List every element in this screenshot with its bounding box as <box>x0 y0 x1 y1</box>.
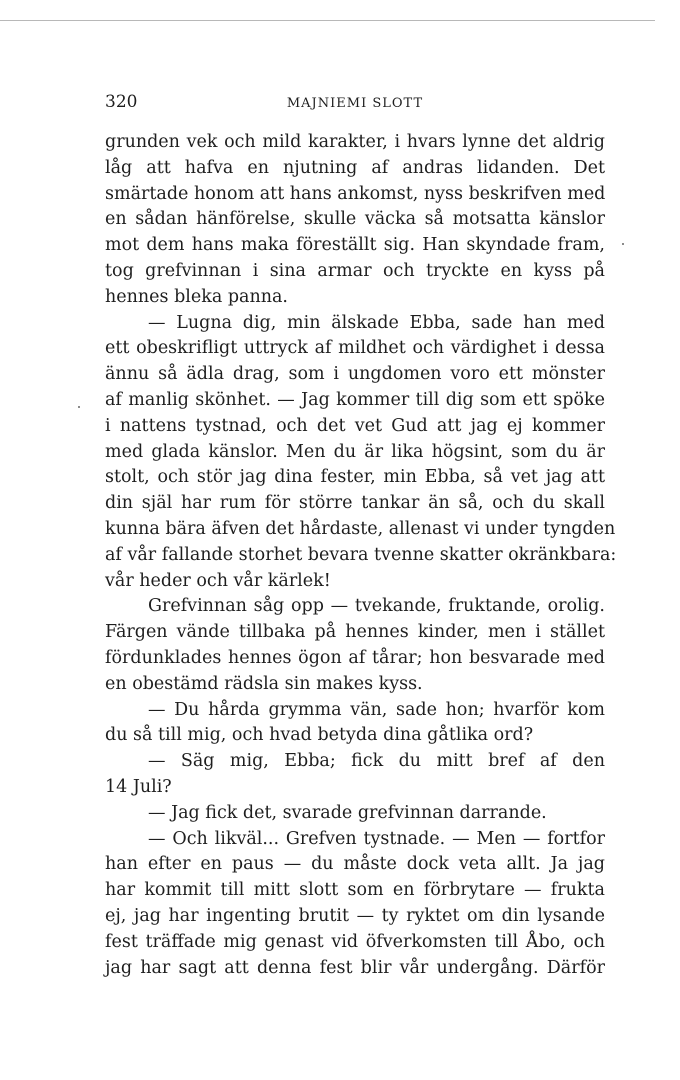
text-line: vår heder och vår kärlek! <box>105 570 331 591</box>
text-line: grunden vek och mild karakter, i hvars lynne det aldrig <box>105 132 605 152</box>
text-line: du så till mig, och hvad betyda dina gåtlika ord? <box>105 725 534 746</box>
text-line: af manlig skönhet. — Jag kommer till dig som ett spöke <box>105 389 605 410</box>
text-line: fördunklades hennes ögon af tårar; hon besvarade med <box>105 647 605 668</box>
text-line: i nattens tystnad, och det vet Gud att jag ej kommer <box>105 415 605 436</box>
text-line: stolt, och stör jag dina fester, min Ebba, så vet jag att <box>105 467 605 488</box>
scan-edge-rule <box>0 20 655 21</box>
page-number: 320 <box>105 92 138 112</box>
text-line: Grefvinnan såg opp — tvekande, fruktande, orolig. <box>148 596 605 617</box>
text-line: Färgen vände tillbaka på hennes kinder, men i stället <box>105 622 605 643</box>
text-line: — Säg mig, Ebba; fick du mitt bref af den <box>148 751 605 772</box>
text-line: hennes bleka panna. <box>105 286 288 307</box>
text-line: ej, jag har ingenting brutit — ty ryktet om din lysande <box>105 905 605 926</box>
text-line: — Lugna dig, min älskade Ebba, sade han med <box>148 312 605 333</box>
text-line: han efter en paus — du måste dock veta allt. Ja jag <box>105 854 605 875</box>
scan-speck <box>78 406 80 408</box>
text-line: en sådan hänförelse, skulle väcka så motsatta känslor <box>105 209 605 230</box>
text-line: tog grefvinnan i sina armar och tryckte en kyss på <box>105 260 605 281</box>
text-line: — Och likväl... Grefven tystnade. — Men — fortfor <box>148 828 605 849</box>
text-line: smärtade honom att hans ankomst, nyss beskrifven med <box>105 183 606 204</box>
scan-speck <box>622 243 624 245</box>
text-line: mot dem hans maka föreställt sig. Han skyndade fram, <box>105 235 605 256</box>
text-line: kunna bära äfven det hårdaste, allenast vi under tyngden <box>105 518 616 539</box>
running-title: MAJNIEMI SLOTT <box>286 96 424 111</box>
text-line: låg att hafva en njutning af andras lidanden. Det <box>105 157 605 178</box>
text-line: fest träffade mig genast vid öfverkomsten till Åbo, och <box>105 931 605 952</box>
text-line: ett obeskrifligt uttryck af mildhet och värdighet i dessa <box>105 338 605 359</box>
text-line: med glada känslor. Men du är lika högsint, som du är <box>105 441 605 462</box>
text-line: jag har sagt att denna fest blir vår undergång. Därför <box>105 957 605 978</box>
text-line: — Du hårda grymma vän, sade hon; hvarför kom <box>148 699 605 720</box>
text-line: har kommit till mitt slott som en förbrytare — frukta <box>105 880 605 901</box>
page-header <box>105 92 605 116</box>
text-line: en obestämd rädsla sin makes kyss. <box>105 673 423 694</box>
text-line: din själ har rum för större tankar än så, och du skall <box>105 493 605 514</box>
text-line: af vår fallande storhet bevara tvenne skatter okränkbara: <box>105 544 617 565</box>
text-line: ännu så ädla drag, som i ungdomen voro ett mönster <box>105 364 605 385</box>
body-text <box>105 130 617 981</box>
text-line: — Jag fick det, svarade grefvinnan darrande. <box>148 802 547 823</box>
text-line: 14 Juli? <box>105 776 172 797</box>
